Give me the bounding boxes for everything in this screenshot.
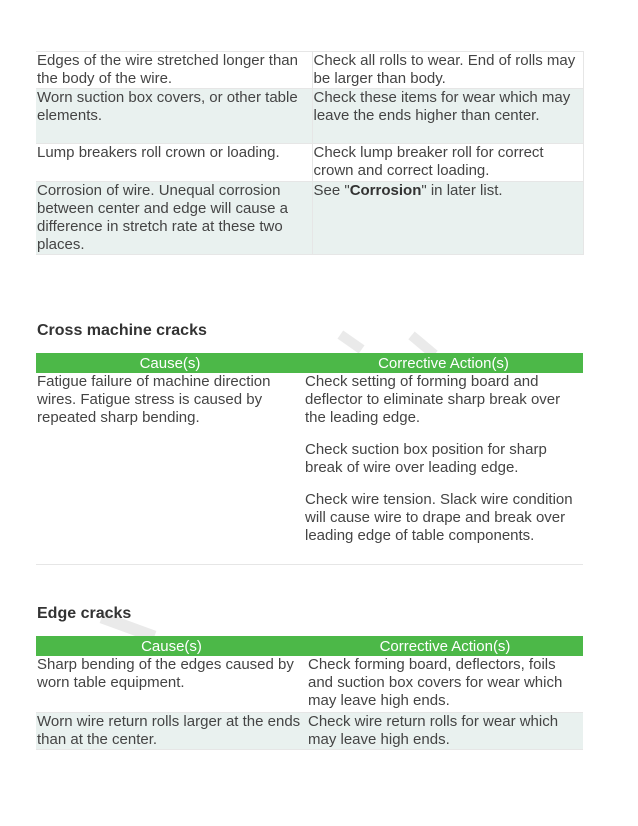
- cause-cell: Worn suction box covers, or other table elements.: [36, 89, 312, 144]
- corrosion-term: Corrosion: [349, 182, 422, 199]
- cause-cell: Sharp bending of the edges caused by worn table equipment.: [36, 656, 307, 712]
- table-row: [36, 712, 583, 749]
- table-row: [36, 144, 583, 182]
- column-header-action: Corrective Action(s): [304, 353, 583, 373]
- wire-stretch-table: [36, 51, 584, 255]
- action-cell: Check forming board, deflectors, foils and suction box covers for wear which may leave high ends.: [307, 656, 583, 712]
- cause-cell: Worn wire return rolls larger at the ends than at the center.: [36, 712, 307, 749]
- action-cell: Check lump breaker roll for correct crown and correct loading.: [312, 144, 583, 182]
- edge-cracks-table: [36, 636, 583, 750]
- section-heading-cross-machine-cracks: Cross machine cracks: [37, 322, 207, 339]
- column-header-cause: Cause(s): [36, 353, 304, 373]
- table-row: [36, 656, 583, 712]
- cause-cell: Edges of the wire stretched longer than the body of the wire.: [36, 52, 312, 89]
- action-cell: Check these items for wear which may leave the ends higher than center.: [312, 89, 583, 144]
- table-row: [36, 52, 583, 89]
- cross-machine-cracks-table: [36, 353, 583, 565]
- column-header-action: Corrective Action(s): [307, 636, 583, 656]
- cause-cell: Lump breakers roll crown or loading.: [36, 144, 312, 182]
- cause-cell: Corrosion of wire. Unequal corrosion between center and edge will cause a difference in stretch rate at these two places.: [36, 182, 312, 255]
- header-row: [36, 353, 583, 373]
- action-paragraph: Check wire tension. Slack wire condition will cause wire to drape and break over leading edge of table components.: [305, 491, 573, 544]
- action-paragraph: Check suction box position for sharp break of wire over leading edge.: [305, 441, 547, 476]
- column-header-cause: Cause(s): [36, 636, 307, 656]
- table-row: [36, 182, 583, 255]
- action-cell: Check wire return rolls for wear which may leave high ends.: [307, 712, 583, 749]
- cause-cell: Fatigue failure of machine direction wires. Fatigue stress is caused by repeated sharp bending.: [36, 373, 304, 565]
- table-row: [36, 373, 583, 565]
- action-cell: Check all rolls to wear. End of rolls may be larger than body.: [312, 52, 583, 89]
- table-row: [36, 89, 583, 144]
- header-row: [36, 636, 583, 656]
- watermark-fragment: [337, 330, 364, 353]
- action-paragraph: Check setting of forming board and deflector to eliminate sharp break over the leading edge.: [305, 373, 561, 426]
- action-cell: [304, 373, 583, 565]
- action-cell: See "Corrosion" in later list.: [312, 182, 583, 255]
- section-heading-edge-cracks: Edge cracks: [37, 605, 132, 622]
